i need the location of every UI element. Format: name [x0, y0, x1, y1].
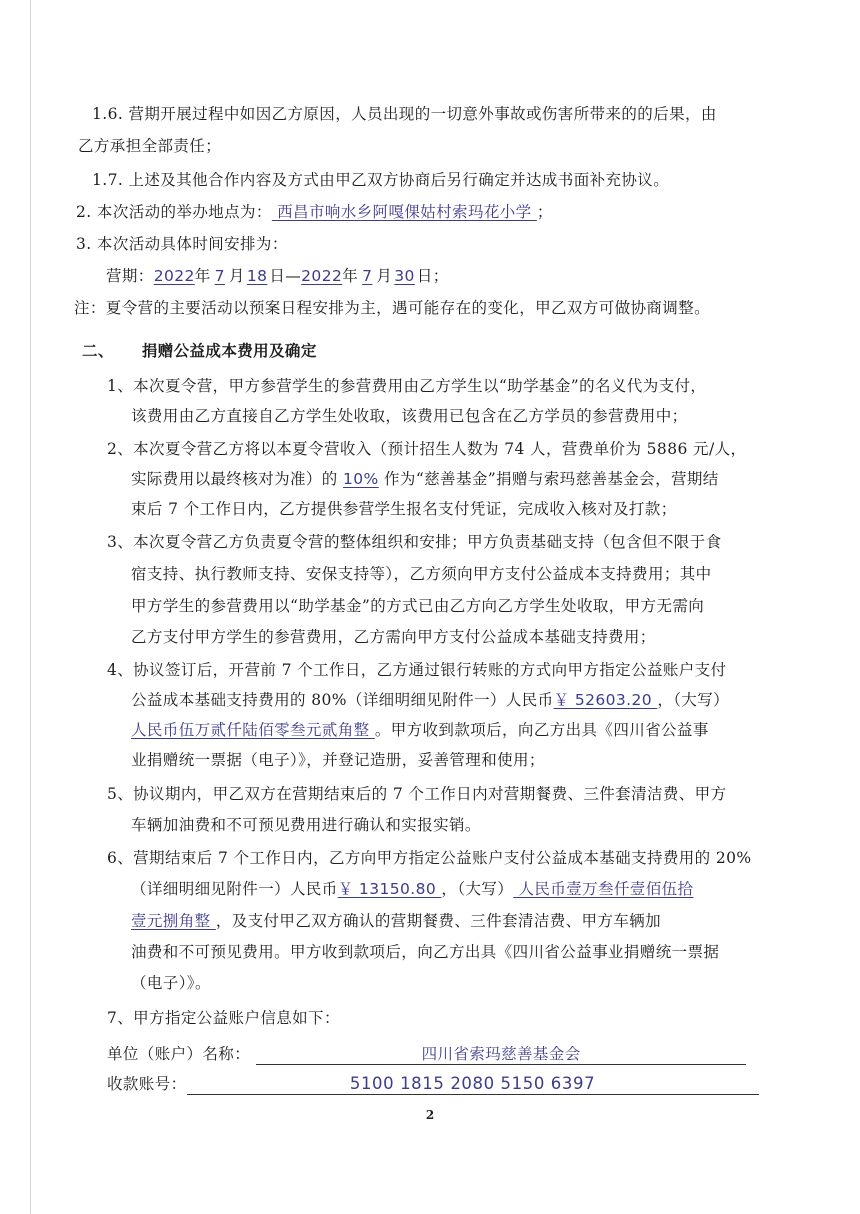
dates-label: 营期：	[106, 267, 154, 285]
item-4-text-a: 公益成本基础支持费用的 80%（详细明细见附件一）人民币	[131, 691, 554, 709]
page-number: 2	[425, 1108, 435, 1122]
year-char: 年	[194, 267, 211, 285]
item-3-line-2: 宿支持、执行教师支持、安保支持等），乙方须向甲方支付公益成本支持费用；其中	[131, 565, 712, 583]
item-4-line-1: 4、协议签订后，开营前 7 个工作日，乙方通过银行转账的方式向甲方指定公益账户支付	[107, 661, 727, 679]
item-4-line-4: 业捐赠统一票据（电子）》，并登记造册，妥善管理和使用；	[131, 751, 545, 769]
schedule-heading: 3. 本次活动具体时间安排为：	[76, 235, 288, 253]
item-1-line-2: 该费用由乙方直接自乙方学生处收取，该费用已包含在乙方学员的参营费用中；	[131, 407, 688, 425]
second-payment-words-b: 壹元捌角整	[131, 912, 216, 930]
item-6-line-5: （电子）》。	[131, 974, 211, 992]
clause-1-6-line-2: 乙方承担全部责任；	[78, 137, 222, 155]
item-4-line-2	[131, 690, 729, 710]
item-4-line-3	[131, 720, 709, 740]
venue-end: ；	[536, 203, 553, 221]
item-6-line-2	[131, 879, 693, 899]
item-6-line-4: 油费和不可预见费用。甲方收到款项后，向乙方出具《四川省公益事业捐赠统一票据	[131, 943, 720, 961]
start-year: 2022	[153, 267, 195, 285]
end-year: 2022	[301, 267, 343, 285]
item-5-line-1: 5、协议期内，甲乙双方在营期结束后的 7 个工作日内对营期餐费、三件套清洁费、甲方	[107, 785, 727, 803]
account-number-label: 收款账号：	[107, 1075, 187, 1093]
end-day: 30	[394, 267, 415, 285]
account-name-row	[107, 1044, 746, 1065]
item-3-line-1: 3、本次夏令营乙方负责夏令营的整体组织和安排；甲方负责基础支持（包含但不限于食	[107, 533, 722, 551]
item-6-line-3	[131, 911, 661, 931]
venue-label: 2. 本次活动的举办地点为：	[76, 203, 272, 221]
item-2-text-c: 作为“慈善基金”捐赠与索玛慈善基金会，营期结	[378, 470, 719, 488]
item-6-text-e: ，及支付甲乙双方确认的营期餐费、三件套清洁费、甲方车辆加	[215, 912, 662, 930]
section-two-title: 捐赠公益成本费用及确定	[141, 341, 317, 360]
account-name-label: 单位（账户）名称：	[107, 1045, 251, 1063]
month-char-2: 月	[376, 267, 393, 285]
donation-percent: 10%	[343, 470, 379, 488]
month-char: 月	[228, 267, 245, 285]
start-day: 18	[246, 267, 268, 285]
venue-line	[76, 202, 553, 222]
day-char-end: 日；	[416, 267, 449, 285]
item-2-line-2	[131, 469, 719, 489]
item-1-line-1: 1、本次夏令营，甲方参营学生的参营费用由乙方学生以“助学基金”的名义代为支付，	[107, 377, 707, 395]
clause-1-7: 1.7. 上述及其他合作内容及方式由甲乙双方协商后另行确定并达成书面补充协议。	[92, 171, 670, 189]
section-two-number: 二、	[82, 341, 114, 360]
item-6-text-a: （详细明细见附件一）人民币	[131, 880, 338, 898]
day-dash: 日—	[269, 267, 302, 285]
item-2-line-1: 2、本次夏令营乙方将以本夏令营收入（预计招生人数为 74 人，营费单价为 5886 元/人，	[107, 440, 747, 458]
item-4-text-d: 。甲方收到款项后，向乙方出具《四川省公益事	[374, 721, 709, 739]
note-line: 注：夏令营的主要活动以预案日程安排为主，遇可能存在的变化，甲乙双方可做协商调整。	[74, 299, 711, 317]
second-payment-words-a: 人民币壹万叁仟壹佰伍拾	[513, 880, 694, 898]
item-4-text-c: ，（大写）	[657, 691, 730, 709]
item-2-line-3: 束后 7 个工作日内，乙方提供参营学生报名支付凭证，完成收入核对及打款；	[131, 500, 677, 518]
item-3-line-3: 甲方学生的参营费用以“助学基金”的方式已由乙方向乙方学生处收取，甲方无需向	[131, 597, 705, 615]
item-3-line-4: 乙方支付甲方学生的参营费用，乙方需向甲方支付公益成本基础支持费用；	[131, 628, 656, 646]
item-6-text-c: ，（大写）	[441, 880, 514, 898]
item-6-line-1: 6、营期结束后 7 个工作日内，乙方向甲方指定公益账户支付公益成本基础支持费用的 20%	[107, 849, 752, 867]
first-payment-amount: ￥ 52603.20	[553, 691, 658, 709]
year-char-2: 年	[342, 267, 359, 285]
end-month: 7	[362, 267, 373, 285]
section-two-heading	[82, 341, 317, 361]
start-month: 7	[214, 267, 225, 285]
second-payment-amount: ￥ 13150.80	[337, 880, 442, 898]
item-5-line-2: 车辆加油费和不可预见费用进行确认和实报实销。	[131, 816, 481, 834]
account-number-row	[107, 1074, 759, 1095]
clause-1-6-line-1: 1.6. 营期开展过程中如因乙方原因，人员出现的一切意外事故或伤害所带来的的后果，由	[92, 105, 717, 123]
first-payment-words: 人民币伍万贰仟陆佰零叁元贰角整	[131, 721, 375, 739]
item-2-text-a: 实际费用以最终核对为准）的	[131, 470, 344, 488]
venue-value: 西昌市响水乡阿嘎倮姑村索玛花小学	[271, 203, 537, 221]
account-name-value: 四川省索玛慈善基金会	[256, 1044, 746, 1065]
account-number-value: 5100 1815 2080 5150 6397	[187, 1074, 759, 1095]
item-7: 7、甲方指定公益账户信息如下：	[107, 1009, 340, 1027]
camp-dates	[106, 266, 449, 286]
